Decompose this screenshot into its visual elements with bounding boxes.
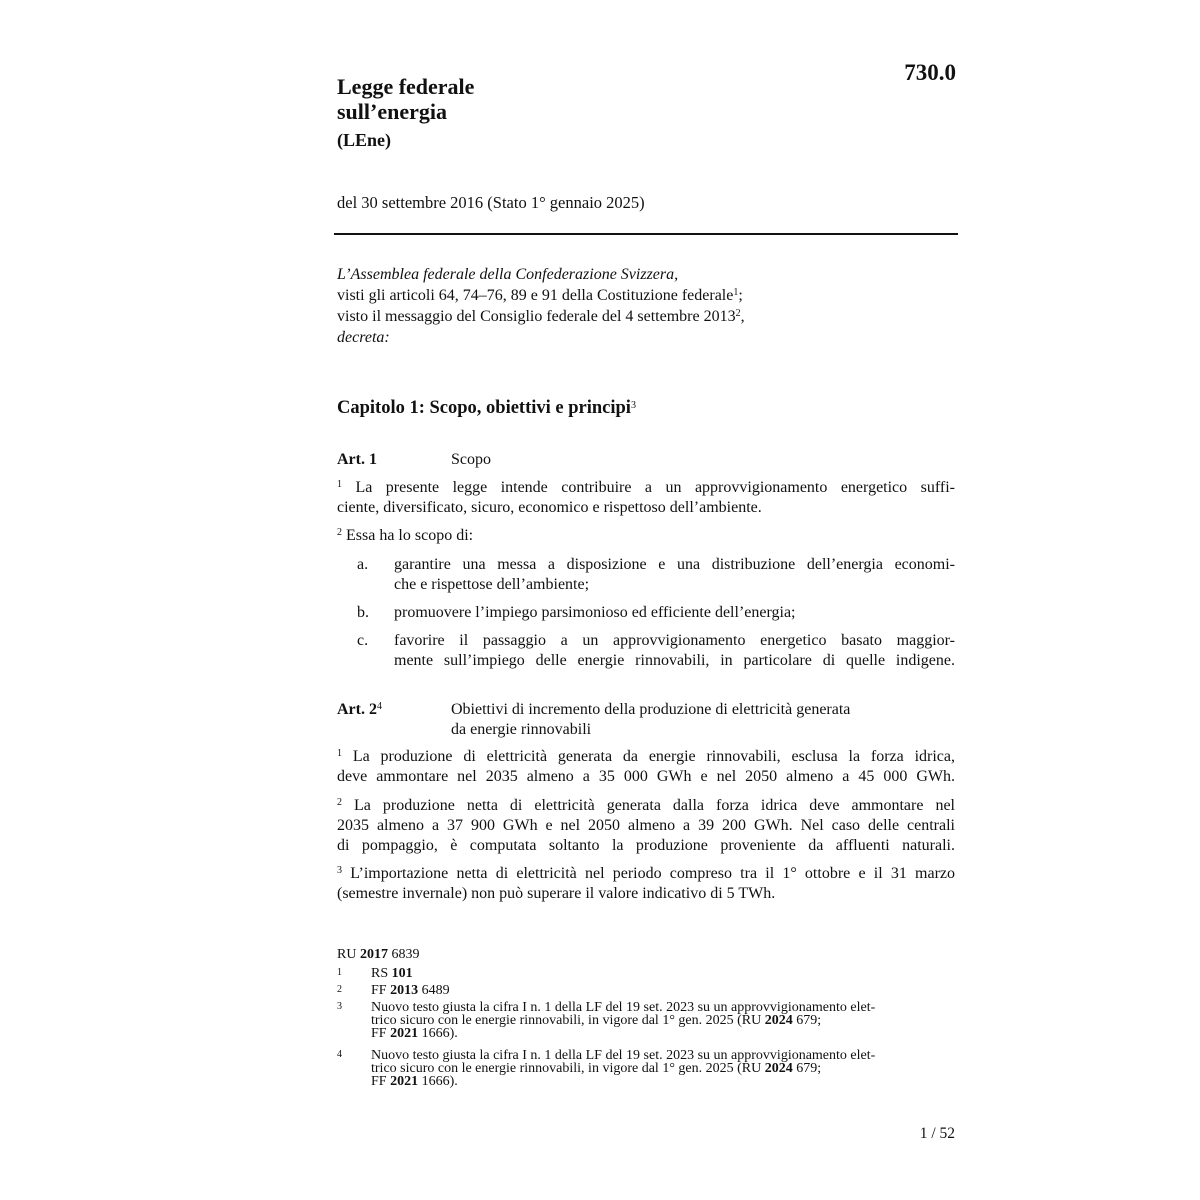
paragraph-line: deve ammontare nel 2035 almeno a 35 000 GWh e nel 2050 almeno a 45 000 GWh. <box>337 768 955 785</box>
list-item-letter: c. <box>357 632 369 649</box>
preamble-line-1-text: visti gli articoli 64, 74–76, 89 e 91 della Costituzione federale <box>337 287 734 304</box>
paragraph-number: 3 <box>337 865 342 876</box>
footnote-ref-4[interactable]: 4 <box>376 701 382 712</box>
list-item-line: mente sull’impiego delle energie rinnovabili, in particolare di quelle indigene. <box>394 652 955 669</box>
paragraph-line: La produzione netta di elettricità generata dalla forza idrica deve ammontare nel <box>354 797 955 814</box>
footnote-line: Nuovo testo giusta la cifra I n. 1 della LF del 19 set. 2023 su un approvvigionamento elet- <box>371 1048 876 1063</box>
footnote-line-part: 679; <box>796 1013 822 1028</box>
footnote-prefix: RS <box>371 966 389 981</box>
article-2-paragraph-2 <box>337 796 955 856</box>
title-line-2: sull’energia <box>337 99 447 124</box>
ru-prefix: RU <box>337 947 357 962</box>
footnote-bold: 2013 <box>390 983 419 998</box>
preamble-line-2-text: visto il messaggio del Consiglio federale del 4 settembre 2013 <box>337 308 736 325</box>
article-2-paragraph-1 <box>337 747 955 787</box>
article-2-title-line: Obiettivi di incremento della produzione di elettricità generata <box>451 701 851 718</box>
footnote-prefix: FF <box>371 983 387 998</box>
footnote-3 <box>337 1001 957 1043</box>
preamble-assembly: L’Assemblea federale della Confederazione Svizzera, <box>337 266 679 283</box>
article-2-heading <box>337 700 911 740</box>
paragraph-line: di pompaggio, è computata soltanto la produzione proveniente da affluenti naturali. <box>337 837 955 854</box>
document-title <box>337 74 474 124</box>
footnote-ref-2[interactable]: 2 <box>735 308 741 319</box>
footnote-line-part: trico sicuro con le energie rinnovabili, in vigore dal 1° gen. 2025 (RU <box>371 1013 762 1028</box>
footnote-ref-1[interactable]: 1 <box>733 287 739 298</box>
article-2-title <box>451 700 911 740</box>
list-item-line: garantire una messa a disposizione e una distribuzione dell’energia economi- <box>394 556 955 573</box>
paragraph-number: 2 <box>337 797 342 808</box>
paragraph-line: L’importazione netta di elettricità nel periodo compreso tra il 1° ottobre e il 31 marzo <box>350 865 956 882</box>
document-number: 730.0 <box>904 60 956 85</box>
footnote-line-part: 1666). <box>421 1026 458 1041</box>
article-2-title-line: da energie rinnovabili <box>451 721 592 738</box>
article-2-paragraph-3 <box>337 864 955 904</box>
paragraph-line: 2035 almeno a 37 900 GWh e nel 2050 almeno a 39 200 GWh. Nel caso delle centrali <box>337 817 955 834</box>
paragraph-line: ciente, diversificato, sicuro, economico e rispettoso dell’ambiente. <box>337 499 762 516</box>
list-item-line: promuovere l’impiego parsimonioso ed efficiente dell’energia; <box>394 604 796 621</box>
footnote-mark: 4 <box>337 1049 342 1060</box>
article-1-paragraph-2 <box>337 526 955 546</box>
paragraph-line: La produzione di elettricità generata da energie rinnovabili, esclusa la forza idrica, <box>352 748 956 765</box>
list-item <box>357 555 955 595</box>
preamble-line-2 <box>337 306 957 327</box>
paragraph-number: 2 <box>337 527 342 538</box>
footnote-2 <box>337 984 957 998</box>
ru-page: 6839 <box>391 947 420 962</box>
footnote-text <box>371 1049 955 1088</box>
preamble-line-2-end: , <box>740 308 745 325</box>
footnote-line <box>371 1062 955 1075</box>
list-item-letter: a. <box>357 556 369 573</box>
footnote-line-part: 679; <box>796 1061 822 1076</box>
footnote-mark: 2 <box>337 984 342 995</box>
footnote-4 <box>337 1049 957 1091</box>
list-item <box>357 603 955 623</box>
title-line-1: Legge federale <box>337 74 475 99</box>
footnote-bold: 2021 <box>390 1026 419 1041</box>
footnote-text <box>371 984 955 997</box>
official-compilation-reference <box>337 947 419 963</box>
paragraph-line: La presente legge intende contribuire a un approvvigionamento energetico suffi- <box>355 479 955 496</box>
preamble-decreta: decreta: <box>337 329 390 346</box>
list-item-line: favorire il passaggio a un approvvigionamento energetico basato maggior- <box>394 632 955 649</box>
footnote-bold: 101 <box>391 966 413 981</box>
footnote-mark: 1 <box>337 967 342 978</box>
footnote-text <box>371 967 955 980</box>
paragraph-number: 1 <box>337 479 342 490</box>
preamble-line-1 <box>337 285 957 306</box>
footnote-line <box>371 1075 955 1088</box>
footnote-line <box>371 1014 955 1027</box>
footnote-bold: 2024 <box>764 1061 793 1076</box>
footnote-line-part: 1666). <box>421 1074 458 1089</box>
article-1-number: Art. 1 <box>337 451 377 468</box>
list-item-letter: b. <box>357 604 369 621</box>
list-item <box>357 631 955 671</box>
footnote-bold: 2024 <box>764 1013 793 1028</box>
footnote-line: Nuovo testo giusta la cifra I n. 1 della LF del 19 set. 2023 su un approvvigionamento elet- <box>371 1000 876 1015</box>
article-2-number <box>337 700 451 720</box>
footnote-line-part: FF <box>371 1074 387 1089</box>
footnote-ref-3[interactable]: 3 <box>630 400 636 411</box>
preamble <box>337 264 957 348</box>
ru-year: 2017 <box>359 947 388 962</box>
footnote-mark: 3 <box>337 1001 342 1012</box>
footnote-line-part: FF <box>371 1026 387 1041</box>
document-date-status: del 30 settembre 2016 (Stato 1° gennaio 2025) <box>337 193 645 212</box>
footnote-suffix: 6489 <box>421 983 450 998</box>
footnote-line <box>371 1027 955 1040</box>
paragraph-line: Essa ha lo scopo di: <box>346 527 474 544</box>
footnote-1 <box>337 967 957 981</box>
document-abbreviation: (LEne) <box>337 130 391 150</box>
chapter-heading-text: Capitolo 1: Scopo, obiettivi e principi <box>337 398 631 418</box>
chapter-heading <box>337 398 636 419</box>
footnote-line-part: trico sicuro con le energie rinnovabili, in vigore dal 1° gen. 2025 (RU <box>371 1061 762 1076</box>
paragraph-number: 1 <box>337 748 342 759</box>
footnote-bold: 2021 <box>390 1074 419 1089</box>
paragraph-line: (semestre invernale) non può superare il valore indicativo di 5 TWh. <box>337 885 776 902</box>
article-1-title: Scopo <box>451 451 491 468</box>
preamble-line-1-end: ; <box>738 287 743 304</box>
article-1-heading <box>337 450 911 470</box>
list-item-line: che e rispettose dell’ambiente; <box>394 576 590 593</box>
page-number: 1 / 52 <box>919 1125 955 1142</box>
footnote-text <box>371 1001 955 1040</box>
header-divider <box>334 233 958 235</box>
article-1-paragraph-1 <box>337 478 955 518</box>
article-2-number-text: Art. 2 <box>337 701 377 718</box>
